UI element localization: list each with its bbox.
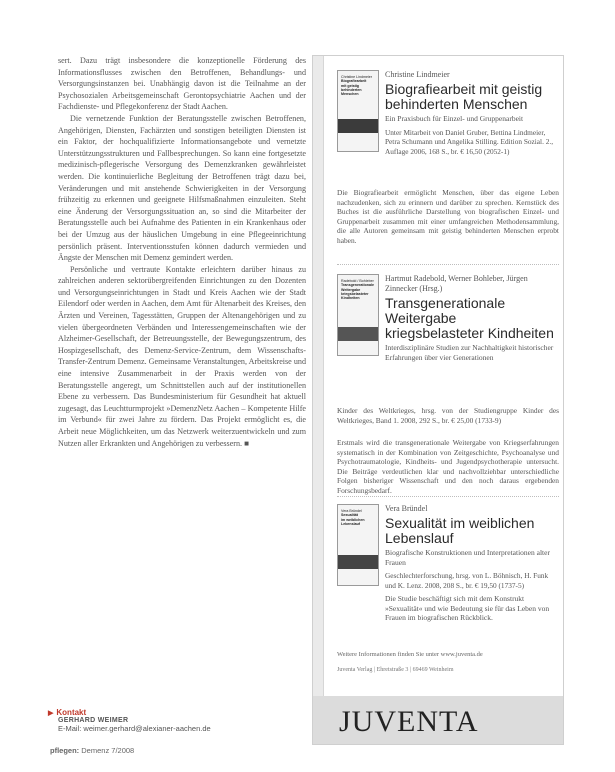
publisher-logo [313,696,563,744]
book-publication: Kinder des Weltkrieges, hrsg. von der Studiengruppe Kinder des Weltkrieges, Band 1. 2008, 292 S., br. € 25,00 (1733-9) [337,406,559,425]
ad-divider [337,264,559,265]
ad-website-text[interactable]: Weitere Informationen finden Sie unter www.juventa.de [337,651,483,658]
contact-name: GERHARD WEIMER [58,717,129,724]
book-subtitle: Interdisziplinäre Studien zur Nachhaltigkeit historischer Erfahrungen über vier Generationen [385,343,554,362]
book-entry [337,274,559,495]
journal-name: pflegen: [50,746,80,755]
ad-address: Juventa Verlag | Ehretstraße 3 | 69469 Weinheim [337,667,454,673]
book-cover-image: Christine Lindmeier Biografiearbeit mit geistig behinderten Menschen [337,70,379,152]
article-paragraph: Die vernetzende Funktion der Beratungsstelle zwischen Betroffenen, Angehörigen, Diensten, Fachärzten und sonstigen beteiligten Diensten ist ein Faktor, der hochqualifizierte Informationsangebote und vernetzte Unterstützungsstrukturen und Fallbesprechungen. So kann eine fortgesetzte medizinisch-pflegerische Versorgung des Demenzkranken gewährleistet werden. Die kontinuierliche Begleitung der Betroffenen trägt dazu bei, Veränderungen und mit anstehende Schwierigkeiten in der Versorgung frühzeitig zu erkennen und geeignete Hilfsmaßnahmen einzuleiten. Steht eine Änderung der Versorgungssituation an, so sind die Mitarbeiter der Beratungsstelle auch bei Aufnahme des Patienten in ein Krankenhaus oder bei der Umzug aus der häuslichen Umgebung in eine Pflegeeinrichtung persönlich präsent. Interventionsstufen können dadurch vermieden und Ängste der Menschen mit Demenz gemindert werden. [58,113,306,263]
book-title: Biografiearbeit mit geistig behinderten Menschen [385,81,543,112]
contact-heading: ▶ Kontakt [48,708,87,717]
book-publication: Geschlechterforschung, hrsg. von L. Böhnisch, H. Funk und K. Lenz. 2008, 208 S., br. € 19,50 (1737-5) [385,571,549,590]
ad-divider [337,496,559,497]
book-subtitle: Ein Praxisbuch für Einzel- und Gruppenarbeit [385,114,524,123]
contact-box [48,708,308,733]
issue-label: Demenz 7/2008 [81,746,135,755]
contact-email[interactable]: E-Mail: weimer.gerhard@alexianer-aachen.de [58,724,211,733]
article-paragraph: sert. Dazu trägt insbesondere die konzeptionelle Förderung des Informationsflusses zwischen den Betroffenen, Behandlungs- und Versorgungsinstanzen bei. Unabhängig davon ist die Teilnahme an der Psychosozialen Arbeitsgemeinschaft Gerontopsychiatrie Aachen und der Fachdienste- und Pflegekonferenz der Stadt Aachen. [58,56,306,112]
article-paragraph: Persönliche und vertraute Kontakte erleichtern darüber hinaus zu zahlreichen anderen sektorübergreifenden Einrichtungen zu den Dozenten und Versorgungseinrichtungen in Stadt und Kreis Aachen wie der Stadt Eilendorf oder werden in Aachen, dem Amt für Altenarbeit des Kreises, den Ärzten und Vereinen, Tagesstätten, Gruppen der Altenangehörigen und zu vielen übergeordneten Verbänden und Interessengemeinschaften wie der Alzheimer-Gesellschaft, der Betreuungsstelle, der Bewegungszentrum, des Hospizgesellschaft, des Demenz-Service-Zentrum, dem Wissenschafts-Transfer-Zentrum Demenz. Gemeinsame Veranstaltungen, Arbeitskreise und eine intensive Zusammenarbeit in der Praxis werden von der Beratungsstelle angeregt, um Schnittstellen auch auf der institutionellen Ebene zu verbessern. Das Bundesministerium für Gesundheit hat aktuell zugesagt, das Leuchtturmprojekt »DemenzNetz Aachen – Kompetente Hilfe im Verbund« für zwei Jahre zu fördern. Das Projekt ermöglicht es, die Arbeit neue Möglichkeiten, um das Netzwerk weiterzuentwickeln und zum Nutzen aller Erkrankten und Angehörigen zu verbessern. ■ [58,264,306,448]
book-description: Erstmals wird die transgenerationale Weitergabe von Kriegserfahrungen systematisch in der Kombination von Zeitgeschichte, Psychoanalyse und Psychotraumatologie, Kindheits- und Jugendpsychotherapie untersucht. Die Beiträge verdeutlichen klar und nachvollziehbar unterschiedliche Folgen bisheriger Wissenschaft und den noch daraus ergebenden Forschungsbedarf. [337,438,559,495]
book-author: Christine Lindmeier [385,70,450,79]
book-subtitle: Biografische Konstruktionen und Interpretationen alter Frauen [385,548,550,567]
page-footer [50,746,134,755]
book-meta [385,70,557,156]
triangle-icon: ▶ [48,710,54,717]
book-title: Sexualität im weiblichen Lebenslauf [385,515,535,546]
book-cover-image: Radebold / Bohleber Transgenerationale Weitergabe kriegsbelasteter Kindheiten [337,274,379,356]
book-author: Hartmut Radebold, Werner Bohleber, Jürgen Zinnecker (Hrsg.) [385,274,528,293]
ad-side-strip [313,56,324,744]
book-entry [337,504,559,644]
book-entry [337,70,559,260]
logo-text: JUVENTA [339,705,479,738]
article-column [58,55,306,449]
publisher-advertisement [312,55,564,745]
book-description: Die Biografiearbeit ermöglicht Menschen, über das eigene Leben nachzudenken, sich zu erinnern und darüber zu sprechen. Kernstück des Buches ist die ausführliche Darstellung von biografischen Einzel- und Gruppenarbeit zusammen mit einer umfangreichen Methodensammlung, die alle Autoren gemeinsam mit geistig behinderten Menschen erprobt haben. [337,188,559,245]
book-meta [385,274,557,362]
book-description: Die Studie beschäftigt sich mit dem Konstrukt »Sexualität« und wie Bedeutung sie für das Leben von Frauen im biografischen Rückblick. [385,594,550,622]
book-author: Vera Bründel [385,504,428,513]
book-cover-image: Vera Bründel Sexualität im weiblichen Lebenslauf [337,504,379,586]
book-meta [385,504,557,623]
book-publication: Unter Mitarbeit von Daniel Gruber, Bettina Lindmeier, Petra Schumann und Angelika Stilling. Edition Sozial. 2., Auflage 2006, 168 S., br. € 16,50 (2052-1) [385,127,554,156]
book-title: Transgenerationale Weitergabe kriegsbelasteter Kindheiten [385,295,554,341]
